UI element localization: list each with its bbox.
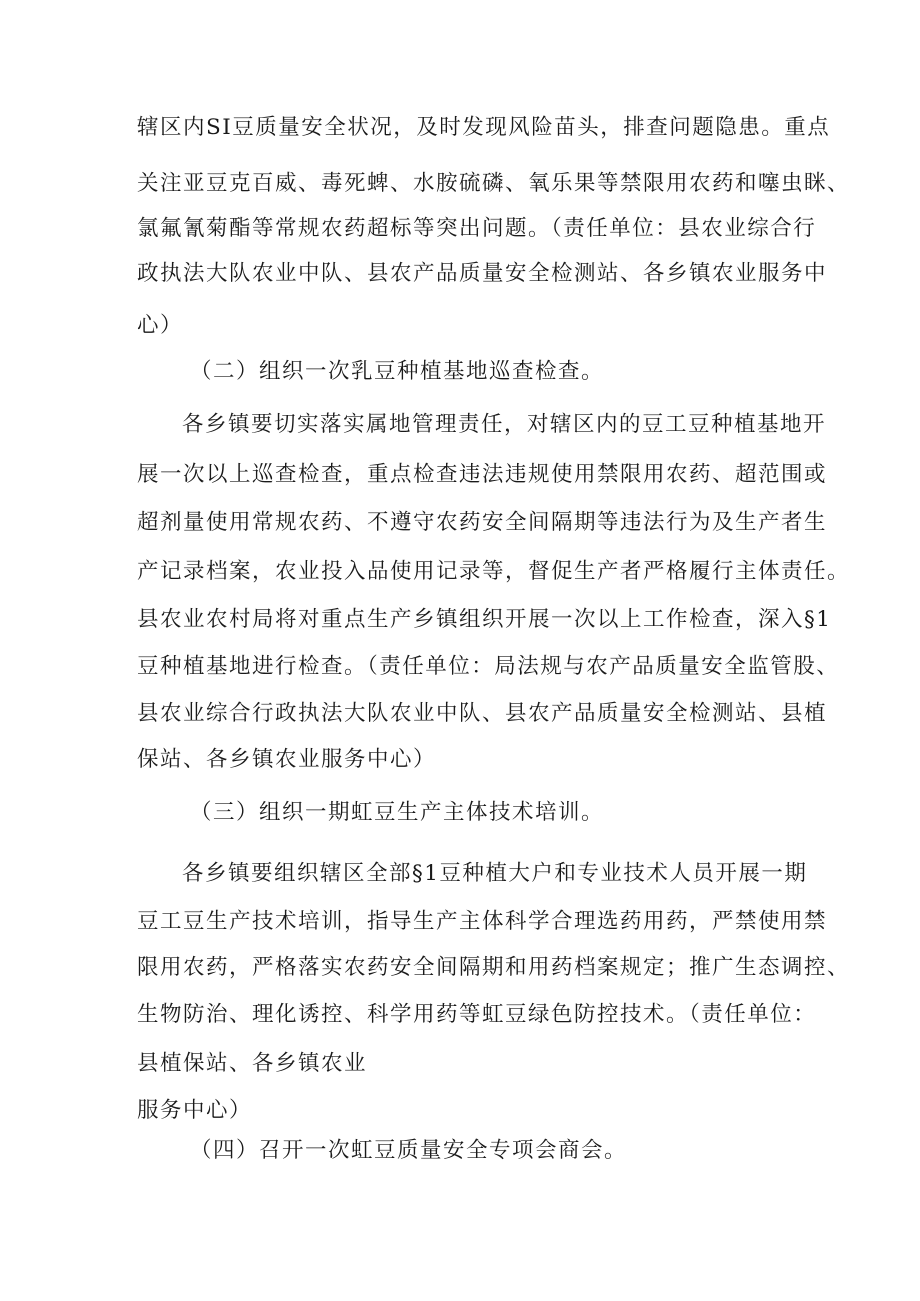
- text-line: 生物防治、理化诱控、科学用药等虹豆绿色防控技术。（责任单位：: [137, 1002, 817, 1027]
- text-line: 超剂量使用常规农药、不遵守农药安全间隔期等违法行为及生产者生: [137, 510, 828, 535]
- text-line: 各乡镇要切实落实属地管理责任，对辖区内的豆工豆种植基地开: [182, 412, 827, 437]
- text-line: 豆种植基地进行检查。（责任单位：局法规与农产品质量安全监管股、: [137, 654, 840, 679]
- text-line: 限用农药，严格落实农药安全间隔期和用药档案规定；推广生态调控、: [137, 955, 851, 980]
- section-heading: （三）组织一期虹豆生产主体技术培训。: [190, 800, 605, 825]
- text-line: 服务中心）: [137, 1098, 253, 1123]
- text-line: 各乡镇要组织辖区全部§1豆种植大户和专业技术人员开展一期: [182, 861, 808, 886]
- text-line: 县农业综合行政执法大队农业中队、县农产品质量安全检测站、县植: [137, 701, 828, 726]
- section-heading: （二）组织一次乳豆种植基地巡查检查。: [190, 359, 605, 384]
- text-line: 关注亚豆克百威、毒死蜱、水胺硫磷、氧乐果等禁限用农药和噻虫眯、: [137, 171, 851, 196]
- text-line: 产记录档案，农业投入品使用记录等，督促生产者严格履行主体责任。: [137, 559, 851, 584]
- text-line: 县农业农村局将对重点生产乡镇组织开展一次以上工作检查，深入§1: [137, 607, 832, 632]
- text-line: 保站、各乡镇农业服务中心）: [137, 747, 437, 772]
- text-line: 辖区内SI豆质量安全状况，及时发现风险苗头，排查问题隐患。重点: [137, 115, 831, 140]
- text-line: 县植保站、各乡镇农业: [137, 1051, 368, 1076]
- text-line: 心）: [137, 313, 184, 338]
- text-line: 展一次以上巡查检查，重点检查违法违规使用禁限用农药、超范围或: [137, 462, 828, 487]
- text-line: 政执法大队农业中队、县农产品质量安全检测站、各乡镇农业服务中: [137, 261, 828, 286]
- text-line: 豆工豆生产技术培训，指导生产主体科学合理选药用药，严禁使用禁: [137, 909, 828, 934]
- text-line: 氯氟氰菊酯等常规农药超标等突出问题。（责任单位：县农业综合行: [137, 216, 817, 241]
- section-heading: （四）召开一次虹豆质量安全专项会商会。: [190, 1138, 628, 1163]
